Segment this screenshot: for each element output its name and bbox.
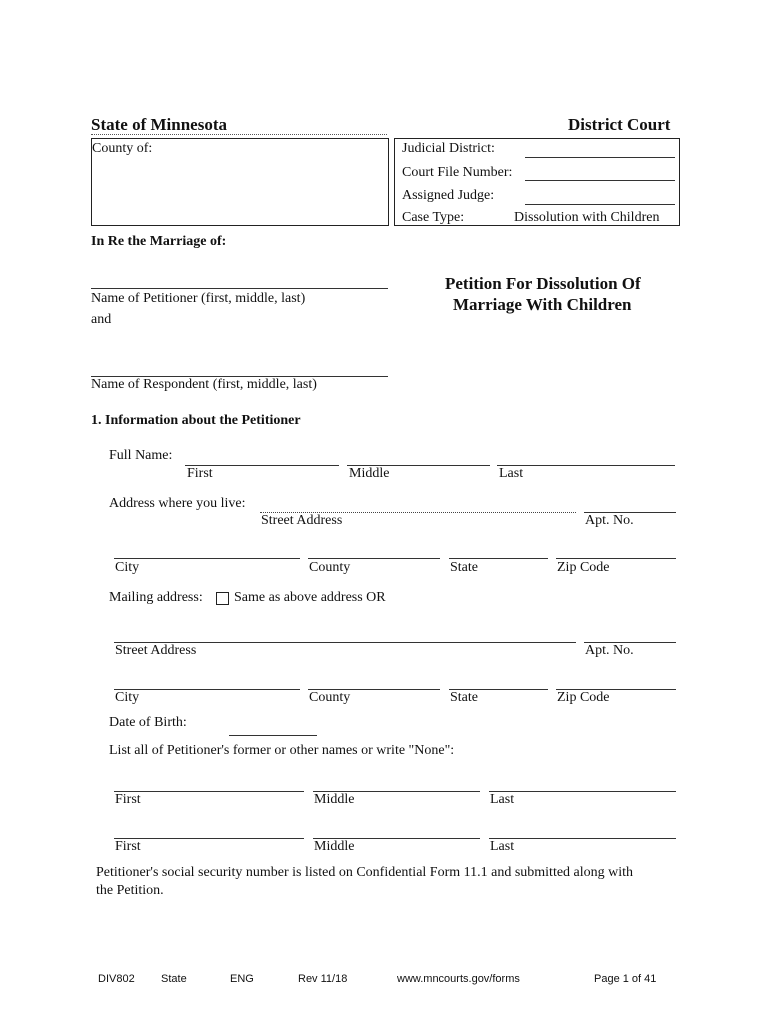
and-label: and [91,312,112,327]
former-name1-last-field[interactable] [489,791,676,792]
state-title: State of Minnesota [91,115,227,134]
state-label: State [450,560,478,575]
court-title: District Court [568,115,671,134]
full-name-last-label: Last [499,466,524,481]
footer-language: ENG [230,973,254,985]
mailing-apt-label: Apt. No. [585,643,634,658]
assigned-judge-field[interactable] [525,204,675,205]
former-names-label: List all of Petitioner's former or other names or write "None": [109,743,455,758]
same-as-above-checkbox[interactable] [216,592,229,605]
full-name-middle-label: Middle [349,466,390,481]
section1-heading: 1. Information about the Petitioner [91,413,301,428]
former-name1-last-label: Last [490,792,515,807]
footer-form-number: DIV802 [98,973,135,985]
full-name-label: Full Name: [109,448,173,463]
ssn-note-line2: the Petition. [96,883,164,898]
judicial-district-field[interactable] [525,157,675,158]
case-type-label: Case Type: [402,210,465,225]
street-address-label: Street Address [261,513,343,528]
petitioner-name-field[interactable] [91,288,388,289]
former-name2-first-label: First [115,839,141,854]
footer-url[interactable]: www.mncourts.gov/forms [397,973,520,985]
assigned-judge-label: Assigned Judge: [402,188,495,203]
county-field[interactable] [308,558,440,559]
header-rule [91,134,387,135]
footer-state: State [161,973,187,985]
former-name1-first-label: First [115,792,141,807]
dob-field[interactable] [229,735,317,736]
mailing-city-label: City [115,690,140,705]
mailing-county-label: County [309,690,351,705]
mailing-state-label: State [450,690,478,705]
dob-label: Date of Birth: [109,715,187,730]
address-label: Address where you live: [109,496,246,511]
former-name2-last-label: Last [490,839,515,854]
zip-field[interactable] [556,558,676,559]
judicial-district-label: Judicial District: [402,141,495,156]
case-type-value: Dissolution with Children [514,210,660,225]
full-name-first-label: First [187,466,213,481]
mailing-city-field[interactable] [114,689,300,690]
footer-revision: Rev 11/18 [298,973,348,985]
former-name2-middle-label: Middle [314,839,355,854]
zip-label: Zip Code [557,560,610,575]
city-label: City [115,560,140,575]
former-name1-first-field[interactable] [114,791,304,792]
former-name2-first-field[interactable] [114,838,304,839]
city-field[interactable] [114,558,300,559]
file-number-field[interactable] [525,180,675,181]
mailing-address-label: Mailing address: [109,590,203,605]
mailing-zip-label: Zip Code [557,690,610,705]
file-number-label: Court File Number: [402,165,513,180]
full-name-last-field[interactable] [497,465,675,466]
in-re-label: In Re the Marriage of: [91,234,227,249]
mailing-street-label: Street Address [115,643,197,658]
petition-title-line1: Petition For Dissolution Of [445,274,641,293]
petitioner-name-label: Name of Petitioner (first, middle, last) [91,291,306,306]
county-label-2: County [309,560,351,575]
county-label: County of: [92,141,153,156]
ssn-note-line1: Petitioner's social security number is listed on Confidential Form 11.1 and submitted along with [96,865,634,880]
state-field[interactable] [449,558,548,559]
apt-no-label: Apt. No. [585,513,634,528]
same-as-above-label: Same as above address OR [234,590,386,605]
petition-title-line2: Marriage With Children [453,295,632,314]
footer-page-number: Page 1 of 41 [594,973,657,985]
former-name2-last-field[interactable] [489,838,676,839]
respondent-name-label: Name of Respondent (first, middle, last) [91,377,317,392]
former-name1-middle-label: Middle [314,792,355,807]
